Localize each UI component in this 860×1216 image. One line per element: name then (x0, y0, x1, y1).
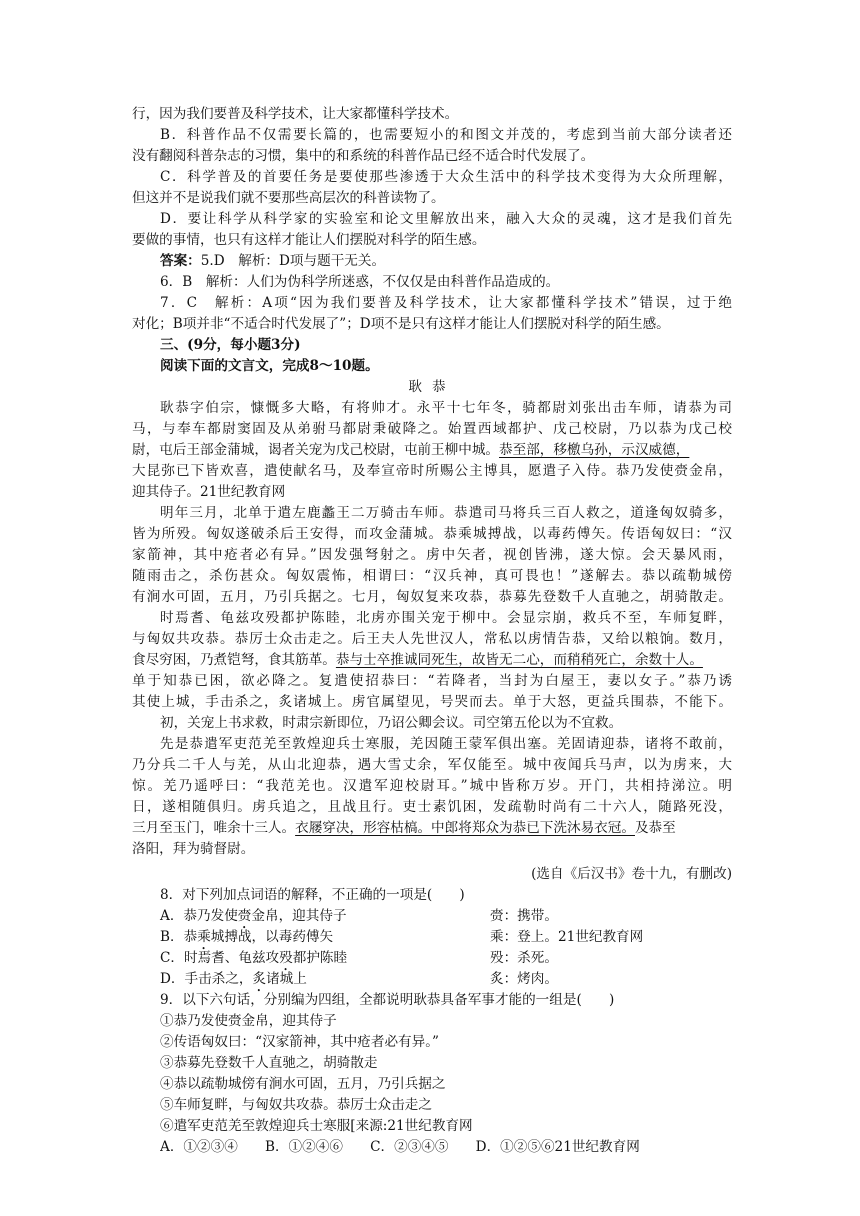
classical-line (132, 818, 732, 839)
classical-line: 时焉耆、龟兹攻殁都护陈睦，北虏亦围关宠于柳中。会显宗崩，救兵不至，车师复畔， (160, 610, 732, 626)
classical-line: 随雨击之，杀伤甚众。匈奴震怖，相谓曰：“汉兵神，真可畏也！”遂解去。恭以疏勒城傍 (132, 568, 732, 584)
classical-line (132, 650, 732, 671)
option-text: D．手击杀之， (160, 971, 253, 987)
option-b-line: 没有翻阅科普杂志的习惯，集中的和系统的科普作品已经不适合时代发展了。 (132, 148, 595, 164)
option-gloss: 乘：登上。21世纪教育网 (490, 929, 644, 945)
dotted-word: 乘 (197, 929, 211, 945)
classical-text: 尉，屯后王部金蒲城，谒者关宠为戊己校尉，屯前王柳中城。 (132, 442, 500, 458)
classical-line: 有涧水可固，五月，乃引兵据之。七月，匈奴复来攻恭，恭募先登数千人直驰之，胡骑散走。 (132, 589, 732, 605)
classical-line: 初，关宠上书求救，时肃宗新即位，乃诏公卿会议。司空第五伦以为不宜救。 (160, 715, 623, 731)
classical-line: 日，遂相随俱归。虏兵追之，且战且行。吏士素饥困，发疏勒时尚有二十六人，随路死没， (132, 799, 732, 815)
classical-line: 乃分兵二千人与羌，从山北迎恭，遇大雪丈余，军仅能至。城中夜闻兵马声，以为虏来，大 (132, 757, 732, 773)
classical-line: 惊。羌乃遥呼曰：“我范羌也。汉遣军迎校尉耳。”城中皆称万岁。开门，共相持涕泣。明 (132, 778, 732, 794)
classical-line: 大昆弥已下皆欢喜，遣使献名马，及奉宣帝时所赐公主博具，愿遣子入侍。恭乃发使赍金帛， (132, 463, 732, 479)
passage-title: 耿恭 (408, 379, 456, 395)
option-text: 都护陈睦 (292, 950, 348, 966)
classical-line: 单于知恭已困，欲必降之。复遣使招恭曰：“若降者，当封为白屋王，妻以女子。”恭乃诱 (132, 673, 732, 689)
answer-7-line: 7．C 解析：A项“因为我们要普及科学技术，让大家都懂科学技术”错误，过于绝 (160, 295, 732, 311)
answer-6: 6．B 解析：人们为伪科学所迷惑，不仅仅是由科普作品造成的。 (160, 274, 560, 290)
answer-5-text: 5.D 解析：D项与题干无关。 (200, 253, 386, 269)
dotted-word: 赍 (237, 908, 252, 924)
underlined-sentence: 衣屦穿决，形容枯槁。中郎将郑众为恭已下洗沐易衣冠。 (295, 820, 635, 836)
answer-5 (160, 251, 732, 272)
classical-line: 洛阳，拜为骑督尉。 (132, 841, 255, 857)
question-9-item: ⑤车师复畔，与匈奴共攻恭。恭厉士众击走之 (160, 1097, 432, 1113)
classical-line: 迎其侍子。21世纪教育网 (132, 484, 286, 500)
option-d-line: 要做的事情，也只有这样才能让人们摆脱对科学的陌生感。 (132, 232, 486, 248)
source-citation: (选自《后汉书》卷十九，有删改) (531, 866, 732, 882)
question-9-item: ③恭募先登数千人直驰之，胡骑散走 (160, 1055, 378, 1071)
option-c-line: C．科学普及的首要任务是要使那些渗透于大众生活中的科学技术变得为大众所理解， (160, 169, 732, 185)
option-b-line: B．科普作品不仅需要长篇的，也需要短小的和图文并茂的，考虑到当前大部分读者还 (160, 127, 732, 143)
passage-line: 行，因为我们要普及科学技术，让大家都懂科学技术。 (132, 106, 459, 122)
classical-text: 食尽穷困，乃煮铠弩，食其筋革。 (132, 652, 336, 668)
option-gloss: 殁：杀死。 (490, 950, 558, 966)
question-9-item: ④恭以疏勒城傍有涧水可固，五月，乃引兵据之 (160, 1076, 446, 1092)
question-9-item: ⑥遣军吏范羌至敦煌迎兵士寒服[来源:21世纪教育网 (160, 1118, 473, 1134)
option-text: 城搏战，以毒药傅矢 (210, 929, 334, 945)
classical-text: 及恭至 (634, 820, 676, 836)
dotted-word: 炙 (252, 971, 267, 987)
option-gloss: 炙：烤肉。 (490, 971, 558, 987)
question-9-item: ②传语匈奴曰：“汉家箭神，其中疮者必有异。” (160, 1034, 439, 1050)
question-9-choices: A．①②③④ B．①②④⑥ C．②③④⑤ D．①②⑤⑥21世纪教育网 (160, 1139, 640, 1155)
section-heading: 三、(9分，每小题3分) (160, 337, 301, 353)
classical-line: 家箭神，其中疮者必有异。”因发强弩射之。虏中矢者，视创皆沸，遂大惊。会天暴风雨， (132, 547, 732, 563)
option-d-line: D．要让科学从科学家的实验室和论文里解放出来，融入大众的灵魂，这才是我们首先 (160, 211, 732, 227)
option-c-line: 但这并不是说我们就不要那些高层次的科普读物了。 (132, 190, 445, 206)
classical-text: 三月至玉门，唯余十三人。 (132, 820, 296, 836)
classical-line: 皆为所殁。匈奴遂破杀后王安得，而攻金蒲城。恭乘城搏战，以毒药傅矢。传语匈奴曰：“汉 (132, 526, 732, 542)
classical-line: 其使上城，手击杀之，炙诸城上。虏官属望见，号哭而去。单于大怒，更益兵围恭，不能下。 (132, 694, 732, 710)
option-gloss: 赍：携带。 (490, 908, 558, 924)
option-text: A．恭乃发使 (160, 908, 238, 924)
classical-line: 与匈奴共攻恭。恭厉士众击走之。后王夫人先世汉人，常私以虏情告恭，又给以粮饷。数月， (132, 631, 732, 647)
question-9-stem: 9．以下六句话，分别编为四组，全都说明耿恭具备军事才能的一组是( ) (160, 992, 615, 1008)
dotted-word: 殁 (279, 950, 293, 966)
question-9-item: ①恭乃发使赍金帛，迎其侍子 (160, 1013, 337, 1029)
section-instruction: 阅读下面的文言文，完成8～10题。 (160, 358, 379, 374)
answer-7-line: 对化；B项并非“不适合时代发展了”；D项不是只有这样才能让人们摆脱对科学的陌生感。 (132, 316, 670, 332)
classical-line: 先是恭遣军吏范羌至敦煌迎兵士寒服，羌因随王蒙军俱出塞。羌固请迎恭，诸将不敢前， (160, 736, 732, 752)
underlined-sentence: 恭与士卒推诚同死生，故皆无二心，而稍稍死亡，余数十人。 (335, 652, 703, 668)
classical-line: 马，与奉车都尉窦固及从弟驸马都尉秉破降之。始置西域都护、戊己校尉，乃以恭为戊己校 (132, 421, 732, 437)
classical-line: 耿恭字伯宗，慷慨多大略，有将帅才。永平十七年冬，骑都尉刘张出击车师，请恭为司 (160, 400, 732, 416)
answer-label: 答案： (160, 253, 201, 269)
option-text: B．恭 (160, 929, 198, 945)
option-text: C．时焉耆、龟兹攻 (160, 950, 280, 966)
option-text: 金帛，迎其侍子 (251, 908, 347, 924)
underlined-sentence: 恭至部，移檄乌孙，示汉威德， (499, 442, 690, 458)
question-8-stem: 8．对下列加点词语的解释，不正确的一项是( ) (160, 887, 465, 903)
option-text: 诸城上 (266, 971, 307, 987)
classical-line (132, 440, 732, 461)
classical-line: 明年三月，北单于遣左鹿蠡王二万骑击车师。恭遣司马将兵三百人救之，道逢匈奴骑多， (160, 505, 732, 521)
